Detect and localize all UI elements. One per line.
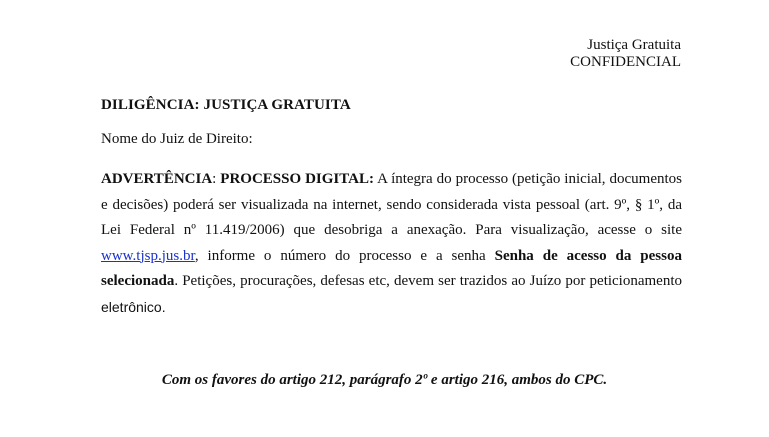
warning-text-2: , informe o número do processo e a senha: [194, 247, 495, 264]
header-confidencial: CONFIDENCIAL: [570, 54, 681, 70]
tjsp-site-link[interactable]: www.tjsp.jus.br: [101, 247, 195, 264]
header-block: [570, 37, 681, 71]
digital-process-label: PROCESSO DIGITAL:: [220, 171, 374, 187]
warning-text-3: . Petições, procurações, defesas etc, devem ser trazidos ao Juízo por peticionamento: [174, 273, 682, 289]
header-justica-gratuita: Justiça Gratuita: [587, 37, 681, 53]
warning-paragraph: [101, 167, 682, 321]
warning-text-1: A íntegra do processo (petição inicial, documentos e decisões) poderá ser visualizada na internet, sendo considerada vista pessoal (art. 9º, § 1º, da Lei Federal nº 11.419/2006) que desobriga a anexação. Para visualização, acesse o site: [101, 171, 682, 238]
access-password: Senha de acesso da pessoa selecionada: [101, 247, 682, 289]
warning-text-4: eletrônico.: [101, 298, 166, 315]
cpc-favor-note: Com os favores do artigo 212, parágrafo 2º e artigo 216, ambos do CPC.: [161, 372, 608, 388]
document-heading: DILIGÊNCIA: JUSTIÇA GRATUITA: [101, 97, 351, 113]
warning-separator: :: [212, 171, 221, 187]
warning-label: ADVERTÊNCIA: [101, 171, 213, 187]
judge-name-label: Nome do Juiz de Direito:: [101, 131, 253, 147]
